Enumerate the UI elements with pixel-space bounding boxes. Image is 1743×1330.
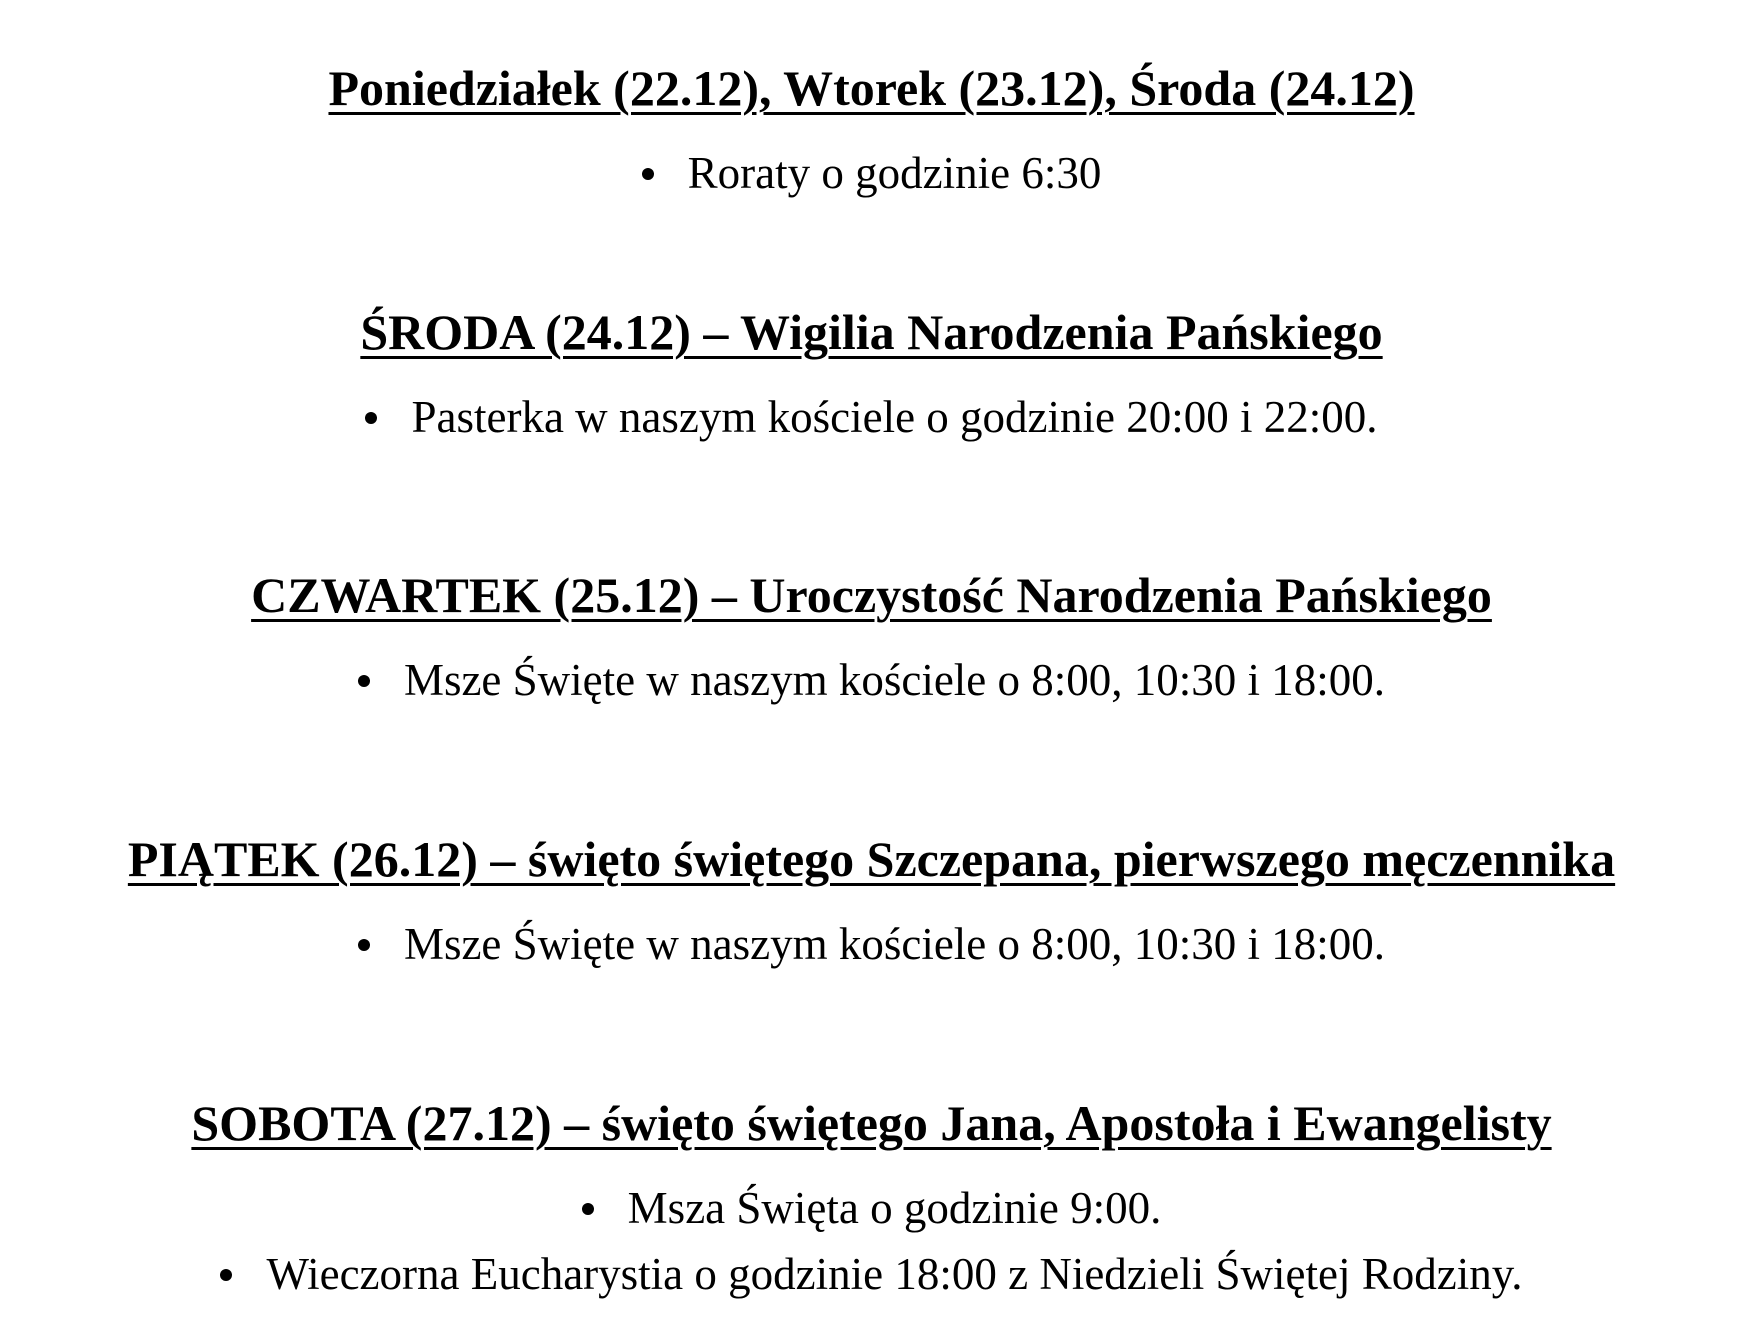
bullet-icon [642, 168, 654, 180]
bullet-icon [220, 1269, 232, 1281]
section-items [0, 384, 1743, 450]
section-items [0, 647, 1743, 713]
list-item-text: Msze Święte w naszym kościele o 8:00, 10:30 i 18:00. [403, 919, 1386, 969]
section-items [0, 140, 1743, 206]
schedule-section-sw-jana [0, 1093, 1743, 1307]
list-item-text: Wieczorna Eucharystia o godzinie 18:00 z Niedzieli Świętej Rodziny. [266, 1249, 1523, 1299]
section-heading: Poniedziałek (22.12), Wtorek (23.12), Środa (24.12) [328, 60, 1415, 116]
list-item [0, 647, 1743, 713]
schedule-section-mon-wed [0, 58, 1743, 206]
list-item [0, 1175, 1743, 1241]
list-item [0, 911, 1743, 977]
list-item [0, 140, 1743, 206]
bullet-icon [582, 1203, 594, 1215]
section-items [0, 911, 1743, 977]
section-heading: ŚRODA (24.12) – Wigilia Narodzenia Pańskiego [360, 304, 1383, 360]
section-heading: CZWARTEK (25.12) – Uroczystość Narodzenia Pańskiego [251, 567, 1492, 623]
section-items [0, 1175, 1743, 1307]
schedule-section-sw-szczepana [0, 829, 1743, 977]
list-item-text: Msze Święte w naszym kościele o 8:00, 10:30 i 18:00. [403, 655, 1386, 705]
list-item [0, 384, 1743, 450]
list-item-text: Roraty o godzinie 6:30 [687, 148, 1102, 198]
schedule-section-boze-narodzenie [0, 565, 1743, 713]
section-heading: PIĄTEK (26.12) – święto świętego Szczepana, pierwszego męczennika [127, 831, 1616, 887]
section-heading: SOBOTA (27.12) – święto świętego Jana, Apostoła i Ewangelisty [191, 1095, 1552, 1151]
bullet-icon [358, 675, 370, 687]
schedule-section-wigilia [0, 302, 1743, 450]
list-item-text: Pasterka w naszym kościele o godzinie 20:00 i 22:00. [411, 392, 1378, 442]
list-item [0, 1241, 1743, 1307]
bullet-icon [358, 939, 370, 951]
bullet-icon [365, 412, 377, 424]
list-item-text: Msza Święta o godzinie 9:00. [627, 1183, 1162, 1233]
